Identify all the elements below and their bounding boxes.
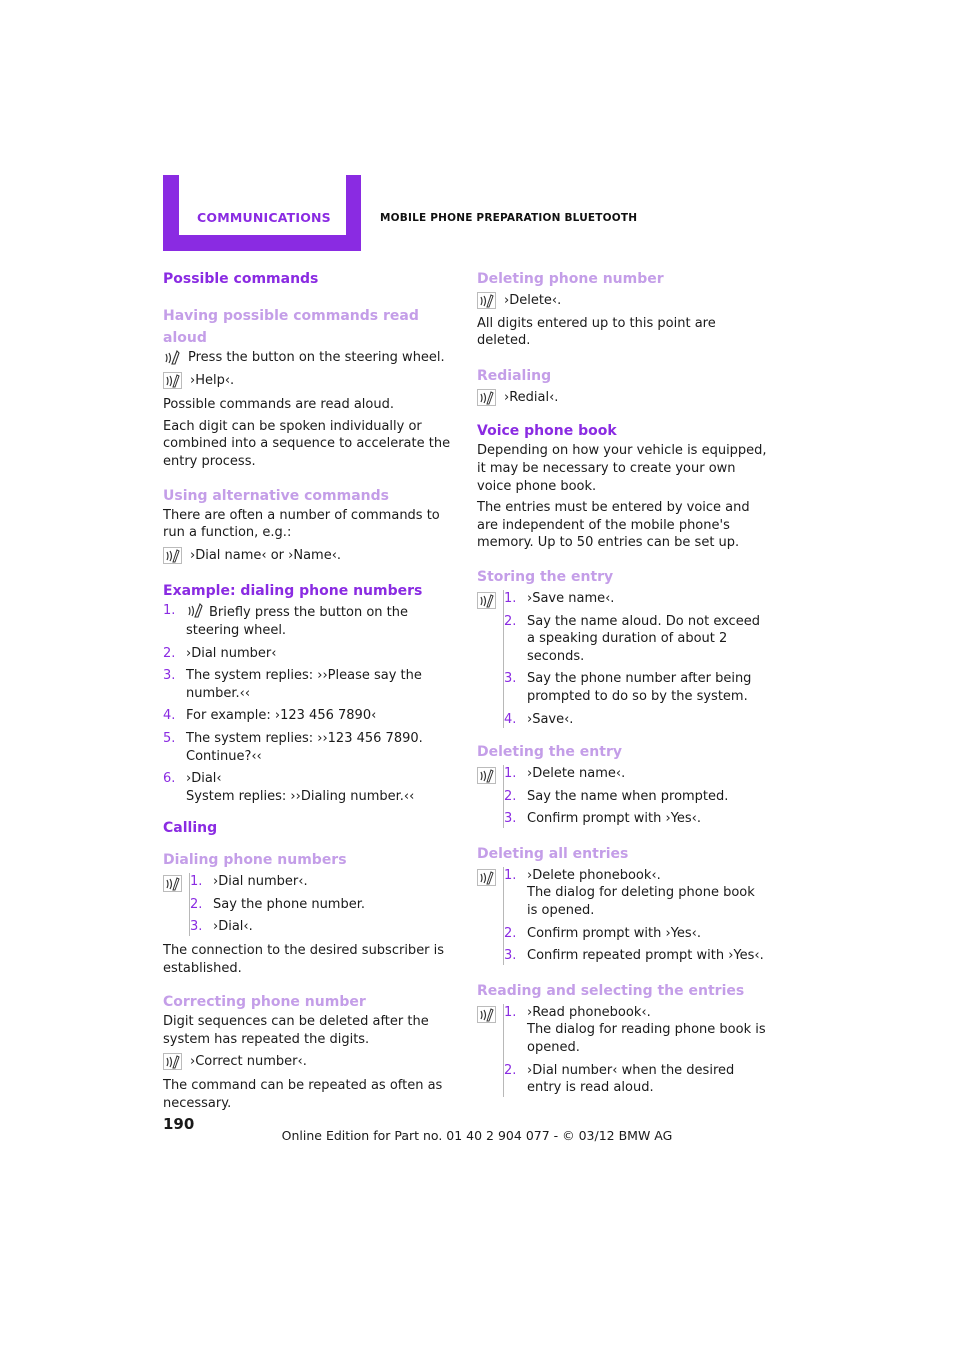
step-number: 6. [163, 771, 176, 787]
list-item [504, 1062, 769, 1097]
step-number: 2. [190, 896, 203, 912]
step-text: ›Save name‹. [527, 590, 615, 606]
subsection-title: MOBILE PHONE PREPARATION BLUETOOTH [380, 212, 638, 224]
reading-icon-col [477, 1004, 503, 1027]
heading-read-aloud: Having possible commands read aloud [163, 308, 419, 346]
voice-book-paragraph-2: The entries must be entered by voice and are independent of the mobile phone's memory. Up to 50 entries can be set up. [477, 500, 750, 551]
step-text-secondary: The dialog for reading phone book is opened. [527, 1022, 766, 1056]
right-column [477, 268, 769, 1097]
deleting-entry-icon-col [477, 765, 503, 788]
footer-edition: Online Edition for Part no. 01 40 2 904 077 - © 03/12 BMW AG [281, 1128, 673, 1143]
list-item [504, 788, 769, 806]
voice-command-icon [477, 592, 496, 609]
voice-command-icon [163, 547, 182, 564]
voice-command-icon [477, 1006, 496, 1023]
correct-command: ›Correct number‹. [190, 1054, 307, 1070]
step-text: ›Dial‹ [186, 771, 222, 787]
dialing-paragraph: The connection to the desired subscriber is established. [163, 943, 445, 976]
reading-steps-list [503, 1004, 769, 1097]
delete-command: ›Delete‹. [504, 293, 562, 308]
step-text-block [527, 867, 769, 920]
step-text: ›Dial number‹ [186, 645, 277, 661]
heading-voice-phone-book: Voice phone book [477, 423, 617, 440]
list-item [504, 711, 769, 729]
list-item [504, 810, 769, 828]
step-text: Say the name aloud. Do not exceed a speaking duration of about 2 seconds. [527, 613, 760, 664]
step-text: ›Dial‹. [213, 919, 253, 935]
step-text-block [527, 1004, 769, 1057]
step-text: ›Read phonebook‹. [527, 1004, 651, 1020]
press-button-text: Press the button on the steering wheel. [188, 350, 445, 365]
heading-dialing-numbers: Dialing phone numbers [163, 852, 347, 869]
list-item [190, 918, 455, 936]
step-text: The system replies: ››Please say the number.‹‹ [186, 668, 422, 701]
list-item [190, 873, 455, 891]
alternative-command: ›Dial name‹ or ›Name‹. [190, 547, 342, 563]
deleting-all-voice-block [477, 867, 769, 965]
section-tab-label: COMMUNICATIONS [197, 210, 331, 225]
read-aloud-paragraph-1: Possible commands are read aloud. [163, 397, 394, 413]
step-number: 2. [504, 1062, 517, 1078]
step-number: 2. [504, 613, 517, 629]
list-item [504, 1004, 769, 1057]
heading-deleting-entry: Deleting the entry [477, 744, 622, 761]
step-number: 3. [504, 948, 517, 964]
list-item [163, 707, 455, 725]
step-text: For example: ›123 456 7890‹ [186, 708, 377, 724]
voice-command-icon [163, 1053, 182, 1070]
dialing-icon-col [163, 873, 189, 896]
step-number: 1. [504, 867, 517, 883]
step-text: Confirm prompt with ›Yes‹. [527, 925, 702, 941]
section-tab-inner [179, 175, 346, 235]
list-item [504, 670, 769, 705]
dialing-steps-list [189, 873, 455, 936]
step-number: 2. [504, 788, 517, 804]
list-item [504, 765, 769, 783]
step-text-with-icon [186, 602, 455, 639]
step-text-block [186, 770, 455, 805]
list-item [504, 947, 769, 965]
correcting-paragraph-1: Digit sequences can be deleted after the system has repeated the digits. [163, 1014, 429, 1047]
storing-voice-block [477, 590, 769, 728]
step-text-secondary: The dialog for deleting phone book is opened. [527, 885, 755, 919]
step-text: The system replies: ››123 456 7890. Continue?‹‹ [186, 730, 423, 764]
step-number: 4. [163, 708, 176, 724]
step-text: ›Delete name‹. [527, 766, 626, 782]
step-text: ›Dial number‹ when the desired entry is read aloud. [527, 1062, 735, 1096]
step-text: Say the name when prompted. [527, 788, 729, 804]
heading-correcting: Correcting phone number [163, 994, 366, 1011]
reading-voice-block [477, 1004, 769, 1097]
step-text: Briefly press the button on the steering wheel. [186, 605, 409, 638]
deleting-entry-voice-block [477, 765, 769, 828]
step-number: 1. [504, 766, 517, 782]
help-command: ›Help‹. [190, 372, 235, 388]
list-item [163, 602, 455, 639]
redial-command-row [477, 389, 769, 407]
deleting-entry-steps-list [503, 765, 769, 828]
voice-command-icon [477, 389, 496, 406]
left-column [163, 268, 455, 1112]
delete-command-row [477, 292, 769, 310]
heading-reading-entries: Reading and selecting the entries [477, 982, 745, 999]
step-text: Confirm repeated prompt with ›Yes‹. [527, 948, 764, 964]
storing-icon-col [477, 590, 503, 613]
step-number: 5. [163, 730, 176, 746]
correcting-paragraph-2: The command can be repeated as often as necessary. [163, 1078, 443, 1111]
step-text-secondary: System replies: ››Dialing number.‹‹ [186, 788, 415, 804]
step-text: Confirm prompt with ›Yes‹. [527, 811, 702, 827]
steering-wheel-talk-button-icon [186, 602, 205, 619]
list-item [504, 925, 769, 943]
dialing-voice-block [163, 873, 455, 936]
list-item [163, 667, 455, 702]
list-item [163, 770, 455, 805]
step-number: 2. [163, 645, 176, 661]
example-steps-list [163, 602, 455, 805]
step-number: 2. [504, 925, 517, 941]
list-item [190, 896, 455, 914]
voice-command-icon [477, 292, 496, 309]
list-item [504, 590, 769, 608]
voice-command-icon [477, 767, 496, 784]
step-number: 3. [190, 919, 203, 935]
heading-alternative-commands: Using alternative commands [163, 487, 389, 504]
step-text: ›Dial number‹. [213, 874, 308, 890]
heading-storing-entry: Storing the entry [477, 568, 614, 585]
heading-deleting-all: Deleting all entries [477, 845, 629, 862]
voice-book-paragraph-1: Depending on how your vehicle is equipped, it may be necessary to create your own voice phone book. [477, 443, 767, 494]
list-item [163, 730, 455, 765]
redial-command: ›Redial‹. [504, 389, 559, 405]
step-text: ›Save‹. [527, 711, 574, 727]
heading-redialing: Redialing [477, 367, 552, 384]
heading-possible-commands: Possible commands [163, 271, 319, 287]
step-text: ›Delete phonebook‹. [527, 867, 661, 883]
step-number: 1. [504, 1004, 517, 1020]
step-number: 3. [163, 668, 176, 684]
help-command-row [163, 372, 455, 390]
step-text: Say the phone number after being prompted to do so by the system. [527, 671, 752, 704]
step-number: 1. [163, 603, 176, 619]
read-aloud-paragraph-2: Each digit can be spoken individually or combined into a sequence to accelerate the entry process. [163, 418, 451, 469]
step-text: Say the phone number. [213, 896, 366, 912]
correct-command-row [163, 1053, 455, 1071]
section-tab [163, 175, 361, 251]
alternative-command-row [163, 547, 455, 565]
heading-calling: Calling [163, 820, 218, 837]
voice-command-icon [163, 875, 182, 892]
alternative-paragraph: There are often a number of commands to run a function, e.g.: [163, 507, 440, 541]
list-item [163, 645, 455, 663]
step-number: 3. [504, 811, 517, 827]
heading-deleting-number: Deleting phone number [477, 271, 664, 287]
step-number: 3. [504, 671, 517, 687]
voice-command-icon [477, 869, 496, 886]
step-number: 1. [190, 874, 203, 890]
press-button-row [163, 349, 455, 367]
heading-example-dialing: Example: dialing phone numbers [163, 583, 423, 600]
voice-command-icon [163, 372, 182, 389]
step-number: 1. [504, 590, 517, 606]
list-item [504, 613, 769, 666]
deleting-number-paragraph: All digits entered up to this point are deleted. [477, 315, 716, 349]
deleting-all-icon-col [477, 867, 503, 890]
deleting-all-steps-list [503, 867, 769, 965]
list-item [504, 867, 769, 920]
page-number: 190 [163, 1115, 195, 1133]
step-number: 4. [504, 711, 517, 727]
storing-steps-list [503, 590, 769, 728]
steering-wheel-talk-button-icon [163, 349, 182, 366]
